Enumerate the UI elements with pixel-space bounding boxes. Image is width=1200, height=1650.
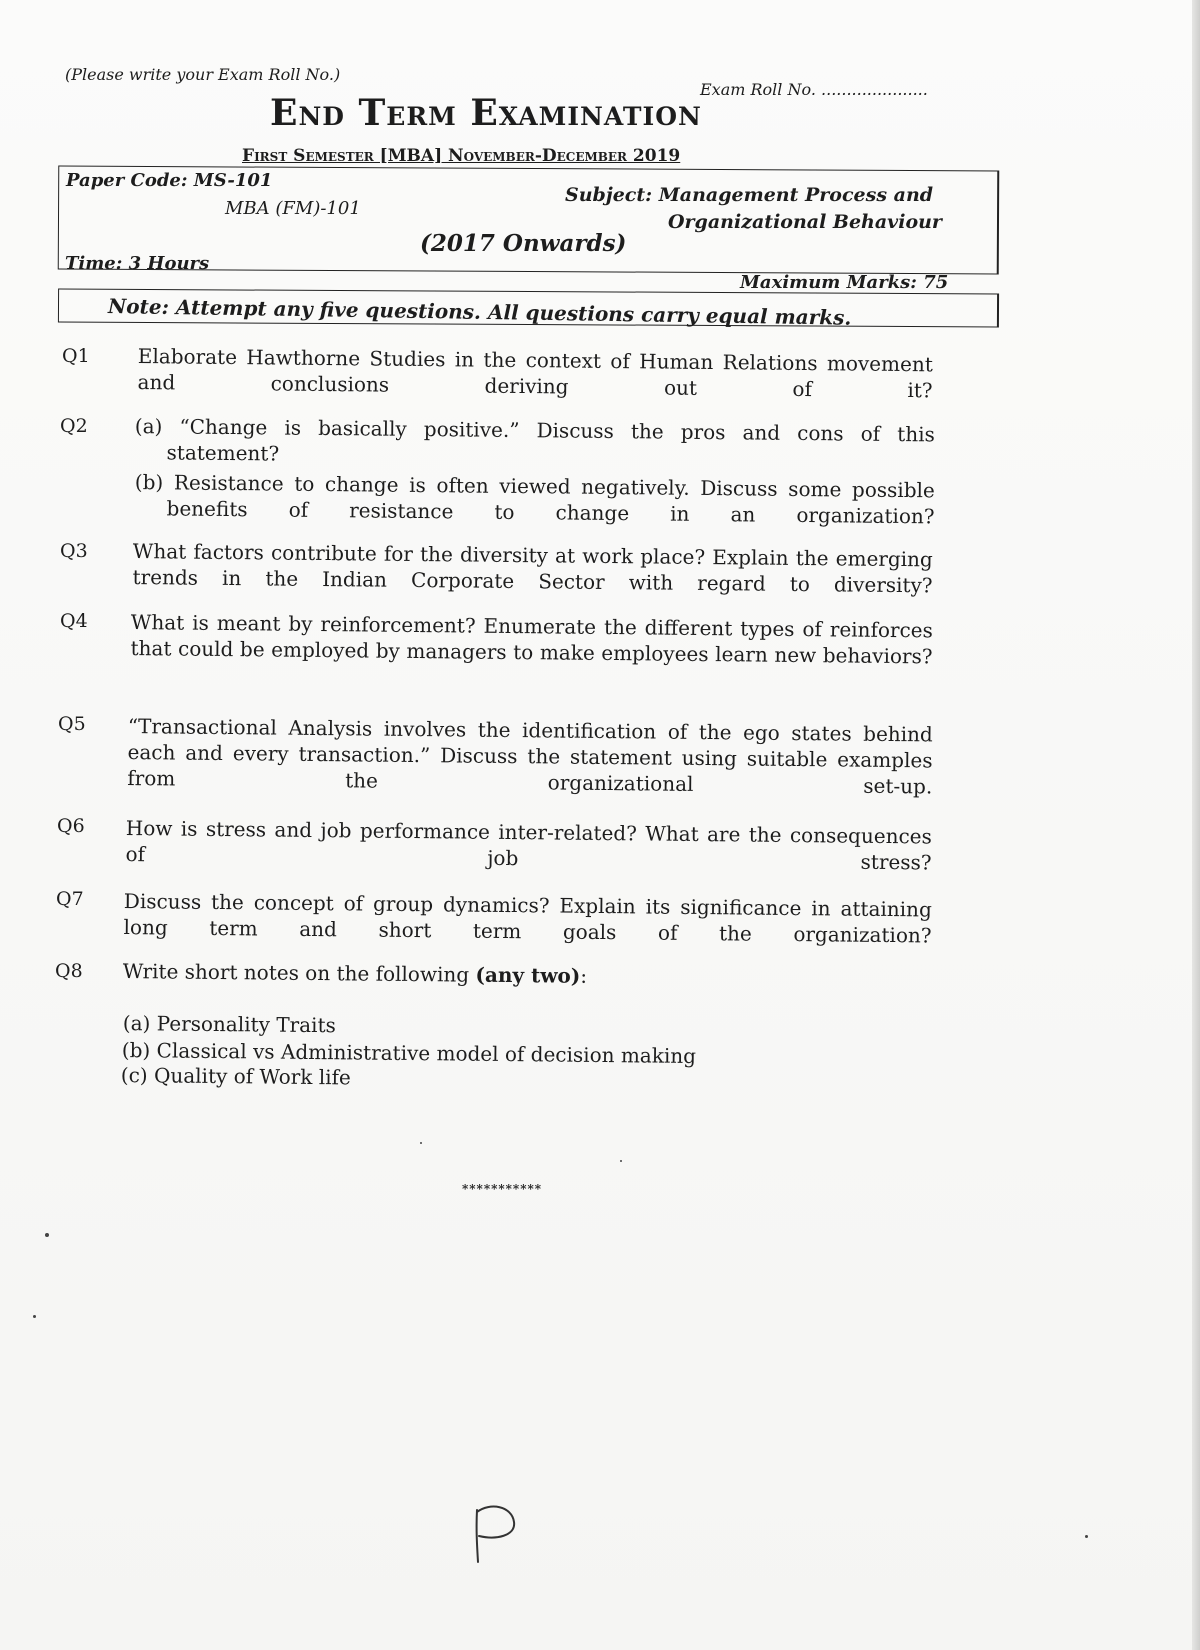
semester-line: First Semester [MBA] November-December 2019 (242, 146, 681, 166)
question-number: Q4 (60, 610, 88, 632)
instruction-note: Note: Attempt any five questions. All questions carry equal marks. (107, 294, 852, 330)
question-number: Q1 (62, 345, 90, 367)
question-text: What factors contribute for the diversity at work place? Explain the emerging trends in the Indian Corporate Sector with regard to diversity? (132, 538, 933, 598)
question-text: How is stress and job performance inter-related? What are the consequences of job stress? (125, 815, 932, 875)
paper-code-alt: MBA (FM)-101 (225, 198, 361, 219)
end-of-paper-marker: *********** (462, 1182, 543, 1196)
question-part-a: (a) “Change is basically positive.” Discuss the pros and cons of this statement? (134, 413, 935, 466)
exam-title: End Term Examination (270, 92, 702, 134)
question-number: Q2 (60, 415, 88, 437)
scan-speck (1085, 1535, 1088, 1538)
scan-edge (1192, 0, 1200, 1650)
question-number: Q3 (60, 540, 88, 562)
question-suffix: : (580, 963, 588, 988)
question-prefix: Write short notes on the following (122, 958, 476, 987)
question-number: Q8 (55, 960, 83, 982)
question-number: Q5 (58, 713, 86, 735)
scan-speck (620, 1160, 622, 1162)
maximum-marks: Maximum Marks: 75 (740, 272, 949, 293)
handwritten-initial (470, 1500, 530, 1570)
time-allowed: Time: 3 Hours (65, 253, 210, 274)
question-text: What is meant by reinforcement? Enumerate the different types of reinforces that could be employed by managers to make employees learn new behaviors? (130, 609, 933, 669)
short-note-item: (b) Classical vs Administrative model of decision making (121, 1038, 697, 1069)
onwards-label: (2017 Onwards) (420, 230, 627, 257)
paper-code: Paper Code: MS-101 (66, 170, 273, 191)
question-text: Discuss the concept of group dynamics? Explain its significance in attaining long term and short term goals of the organization? (123, 888, 932, 948)
scan-speck (420, 1142, 422, 1144)
question-part-b: (b) Resistance to change is often viewed negatively. Discuss some possible benefits of resistance to change in an organization? (134, 469, 935, 529)
subject-line-1: Subject: Management Process and (565, 184, 934, 206)
question-emphasis: (any two) (475, 962, 581, 988)
scan-speck (33, 1315, 36, 1318)
short-note-item: (c) Quality of Work life (120, 1063, 351, 1090)
roll-note: (Please write your Exam Roll No.) (65, 65, 341, 84)
question-number: Q6 (57, 815, 85, 837)
short-note-item: (a) Personality Traits (122, 1010, 336, 1038)
subject-line-2: Organizational Behaviour (668, 211, 942, 233)
question-number: Q7 (56, 888, 84, 910)
scan-speck (45, 1233, 49, 1237)
exam-roll-label: Exam Roll No. ..................... (700, 80, 928, 99)
question-text: Elaborate Hawthorne Studies in the context of Human Relations movement and conclusions deriving out of it? (137, 343, 933, 403)
question-text: “Transactional Analysis involves the identification of the ego states behind each and every transaction.” Discuss the statement using suitable examples from the organizational set-up. (127, 713, 933, 799)
